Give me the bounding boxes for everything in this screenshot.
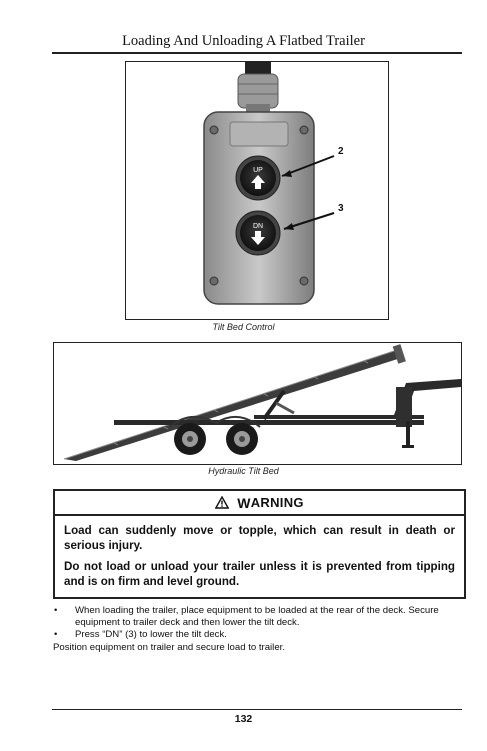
callout-number: 3 xyxy=(338,203,344,214)
hydraulic-tilt-bed-figure xyxy=(53,342,462,465)
tilt-trailer-illustration xyxy=(54,343,461,464)
warning-text: Do not load or unload your trailer unless it is prevented from tipping and is on firm and level ground. xyxy=(64,560,455,588)
list-item-text: Press “DN” (3) to lower the tilt deck. xyxy=(75,629,227,641)
instruction-list xyxy=(53,605,468,654)
warning-heading xyxy=(55,491,464,516)
bullet-icon: • xyxy=(54,629,58,641)
page-number: 132 xyxy=(234,713,253,725)
warning-title-initial: W xyxy=(237,494,251,511)
control-pendant-illustration xyxy=(126,62,388,319)
trailer-frame xyxy=(114,420,424,425)
up-button-label: UP xyxy=(253,167,263,174)
warning-box xyxy=(53,489,466,599)
warning-text: Load can suddenly move or topple, which can result in death or serious injury. xyxy=(64,524,455,552)
closing-instruction: Position equipment on trailer and secure load to trailer. xyxy=(53,641,285,653)
callout-number: 2 xyxy=(338,146,344,157)
jack-stand xyxy=(406,421,410,447)
warning-title-rest: ARNING xyxy=(250,495,304,510)
list-item xyxy=(53,605,468,629)
page-title: Loading And Unloading A Flatbed Trailer xyxy=(122,33,365,49)
list-item xyxy=(53,629,468,641)
logo-plate xyxy=(230,122,288,146)
bullet-icon: • xyxy=(54,605,58,616)
figure-caption: Hydraulic Tilt Bed xyxy=(208,466,279,476)
screw-icon xyxy=(210,277,218,285)
figure-caption: Tilt Bed Control xyxy=(212,322,275,332)
warning-triangle-icon xyxy=(215,496,229,509)
screw-icon xyxy=(300,277,308,285)
list-item-text: When loading the trailer, place equipment to be loaded at the rear of the deck. Secure equipment to trailer deck and then lower the tilt deck. xyxy=(75,605,439,629)
screw-icon xyxy=(210,126,218,134)
down-button-label: DN xyxy=(252,223,264,230)
screw-icon xyxy=(300,126,308,134)
footer-divider xyxy=(52,709,462,710)
trailer-wheels xyxy=(174,423,258,455)
cable-gland xyxy=(238,74,278,108)
header-divider xyxy=(52,52,462,54)
tilt-bed-control-figure xyxy=(125,61,389,320)
